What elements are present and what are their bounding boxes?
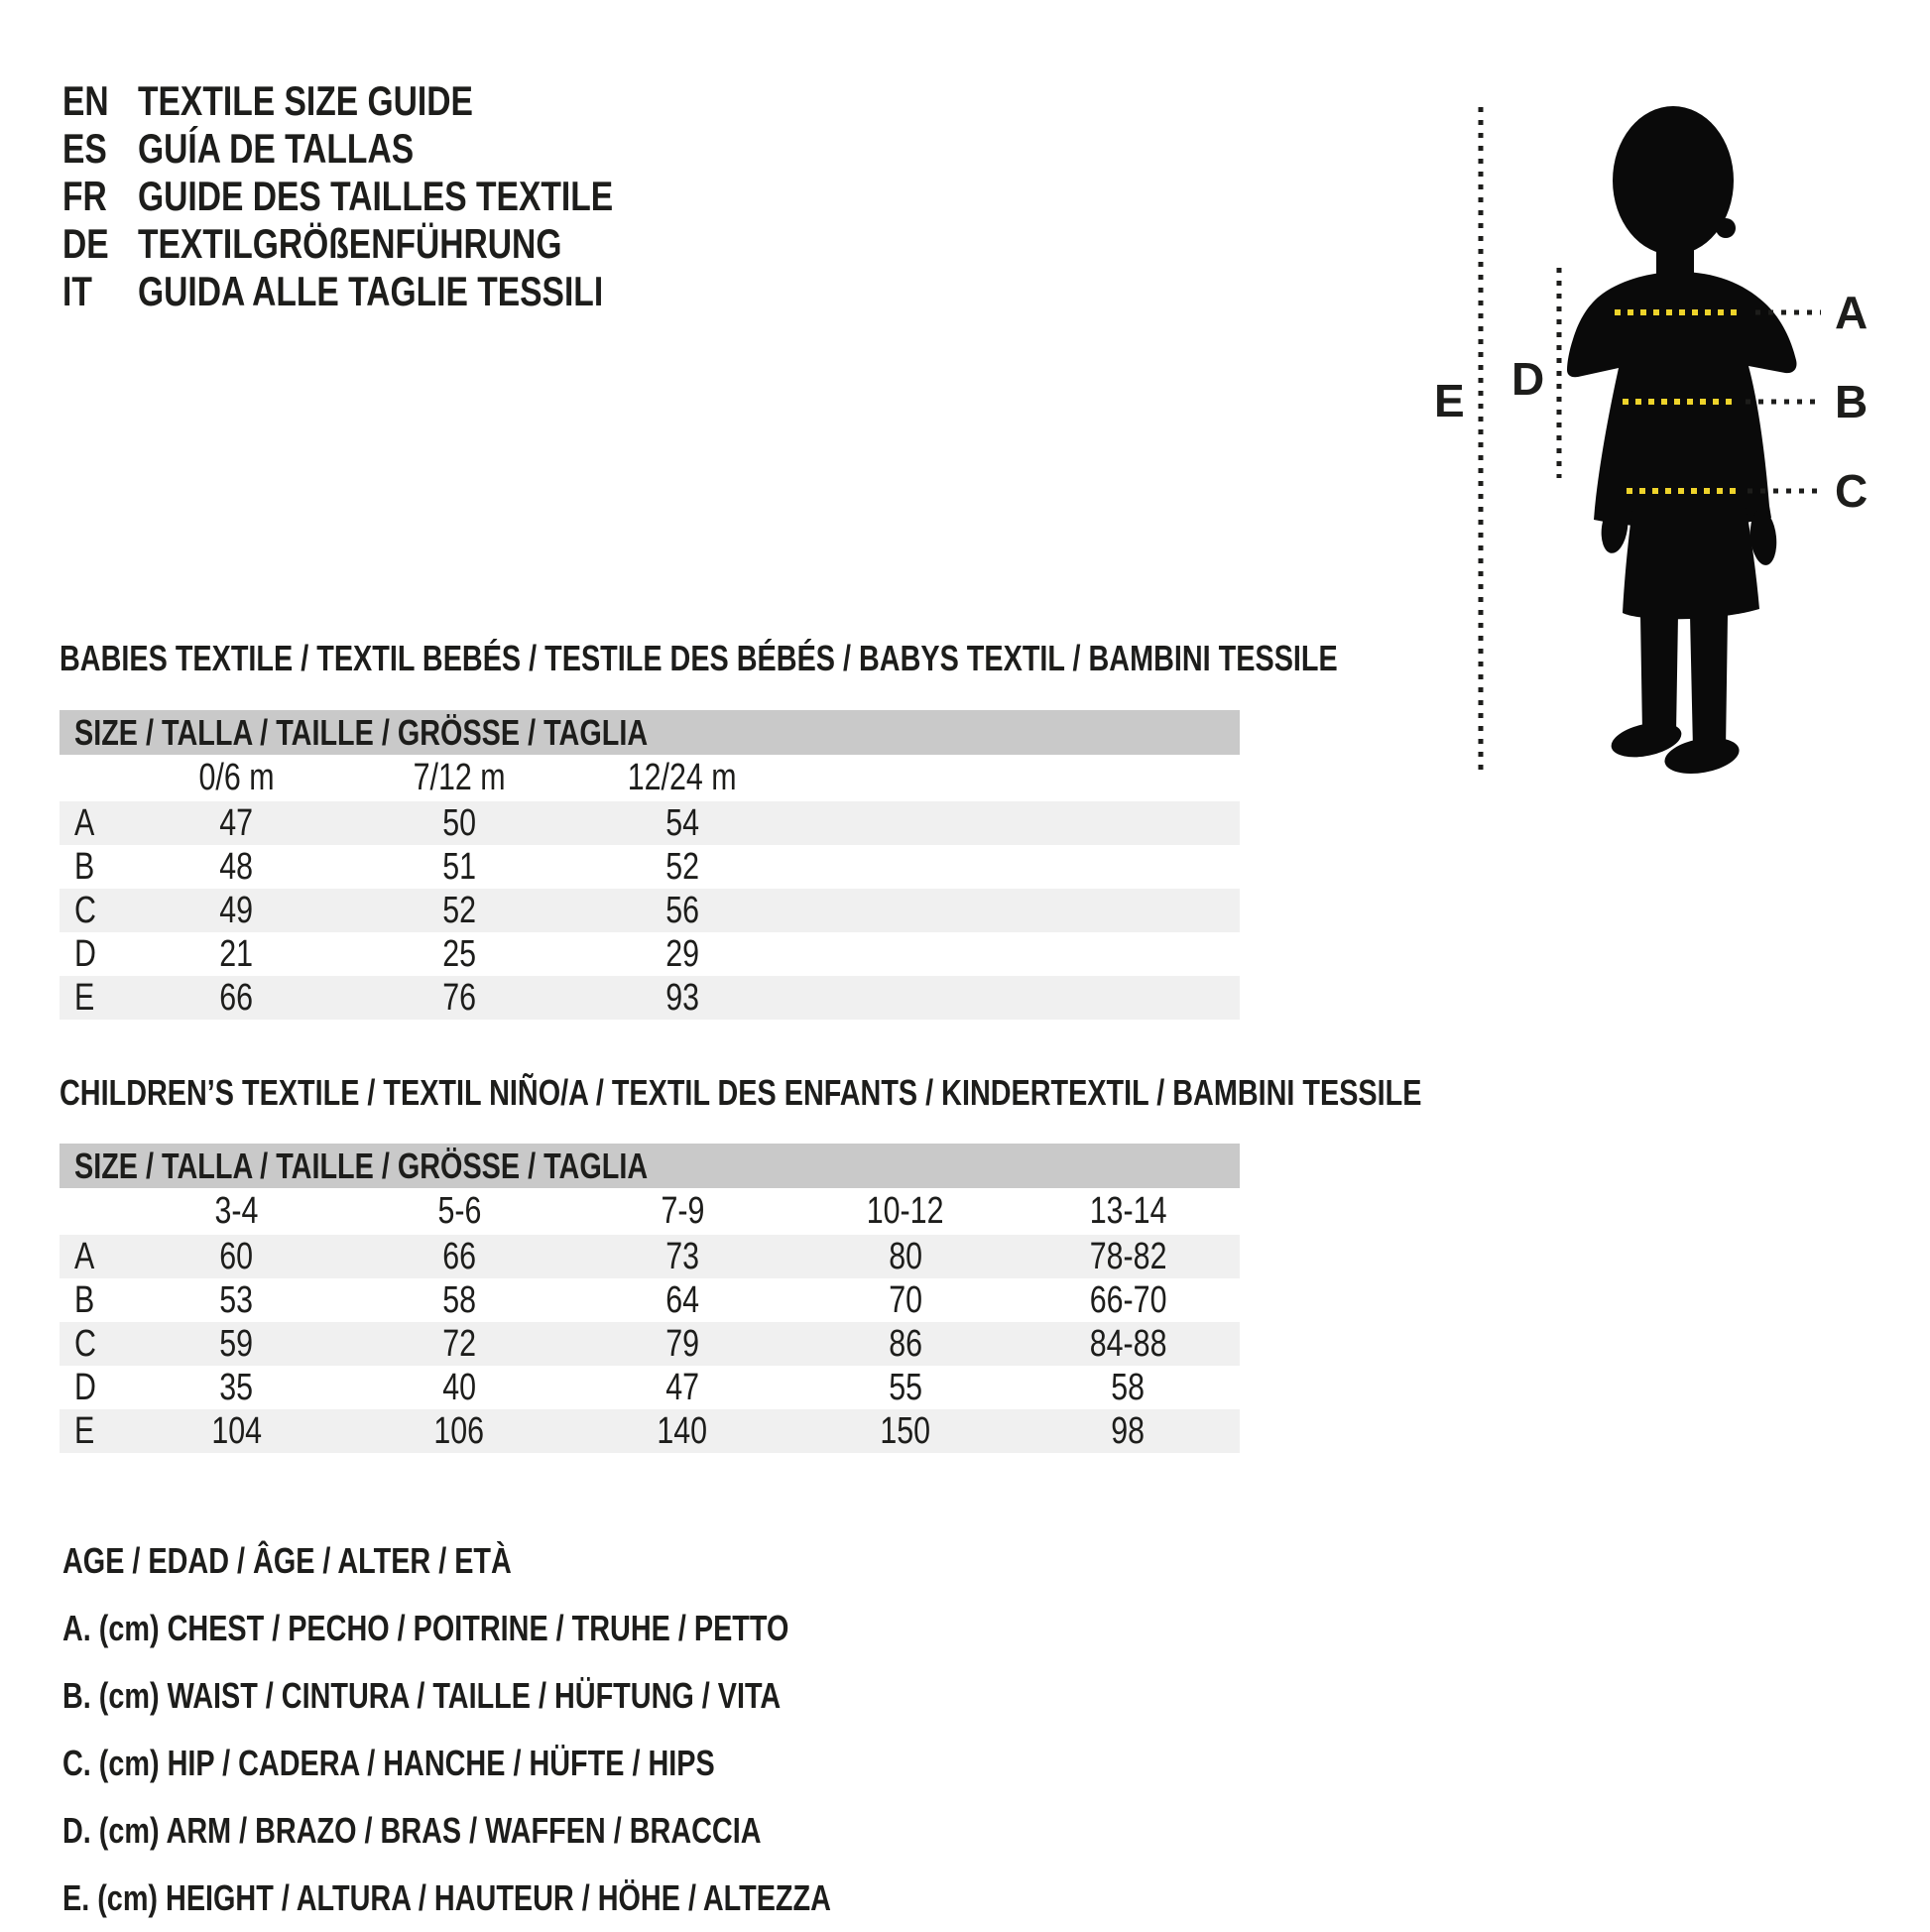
row-letter bbox=[60, 1410, 125, 1453]
language-code-text: ES bbox=[62, 125, 107, 172]
child-silhouette bbox=[1567, 106, 1797, 779]
legend-line-c bbox=[62, 1730, 1024, 1797]
size-cell bbox=[793, 1410, 1017, 1453]
size-value: 35 bbox=[219, 1366, 254, 1408]
size-cell bbox=[571, 890, 794, 932]
children-section-heading-text: CHILDREN’S TEXTILE / TEXTIL NIÑO/A / TEXTIL DES ENFANTS / KINDERTEXTIL / BAMBINI TESSILE bbox=[60, 1072, 1422, 1113]
legend-text: D. (cm) ARM / BRAZO / BRAS / WAFFEN / BRACCIA bbox=[62, 1810, 762, 1851]
legend-line-b bbox=[62, 1662, 1024, 1730]
babies-size-table bbox=[60, 710, 1240, 1020]
row-letter-text: C bbox=[74, 889, 96, 931]
row-letter bbox=[60, 890, 125, 932]
row-letter-text: A bbox=[74, 801, 95, 844]
size-value: 60 bbox=[219, 1235, 254, 1277]
size-value: 55 bbox=[888, 1366, 922, 1408]
size-cell bbox=[571, 802, 794, 845]
legend-line-a bbox=[62, 1595, 1024, 1662]
size-value: 48 bbox=[219, 845, 254, 888]
size-value: 54 bbox=[665, 801, 699, 844]
size-value: 56 bbox=[665, 889, 699, 931]
table-header-row bbox=[60, 1188, 1240, 1235]
size-cell bbox=[348, 802, 571, 845]
size-value: 47 bbox=[665, 1366, 699, 1408]
row-letter bbox=[60, 1279, 125, 1322]
size-value: 49 bbox=[219, 889, 254, 931]
size-header-bar bbox=[60, 710, 1240, 755]
column-header bbox=[348, 1190, 571, 1233]
measure-label-d: D bbox=[1511, 353, 1545, 405]
size-cell bbox=[348, 1367, 571, 1409]
row-letter-text: B bbox=[74, 845, 95, 888]
size-header-text: SIZE / TALLA / TAILLE / GRÖSSE / TAGLIA bbox=[74, 711, 649, 753]
silhouette-shorts bbox=[1623, 506, 1759, 619]
size-cell bbox=[348, 1279, 571, 1322]
size-value: 76 bbox=[442, 976, 477, 1019]
size-value: 70 bbox=[888, 1278, 922, 1321]
babies-section-heading bbox=[60, 638, 1657, 679]
row-letter-text: A bbox=[74, 1235, 95, 1277]
measure-label-c: C bbox=[1835, 465, 1869, 517]
size-value: 53 bbox=[219, 1278, 254, 1321]
size-cell bbox=[348, 1410, 571, 1453]
column-header-text: 13-14 bbox=[1089, 1190, 1167, 1232]
babies-section-heading-text: BABIES TEXTILE / TEXTIL BEBÉS / TESTILE DES BÉBÉS / BABYS TEXTIL / BAMBINI TESSILE bbox=[60, 638, 1338, 678]
column-header-text: 0/6 m bbox=[198, 757, 275, 798]
size-header-text: SIZE / TALLA / TAILLE / GRÖSSE / TAGLIA bbox=[74, 1145, 649, 1186]
size-cell bbox=[571, 977, 794, 1020]
size-cell bbox=[571, 1367, 794, 1409]
column-header-text: 10-12 bbox=[866, 1190, 944, 1232]
size-cell bbox=[571, 933, 794, 976]
row-letter bbox=[60, 1236, 125, 1278]
measurement-diagram bbox=[1428, 79, 1930, 833]
legend-text: A. (cm) CHEST / PECHO / POITRINE / TRUHE / PETTO bbox=[62, 1608, 789, 1648]
size-cell bbox=[793, 1367, 1017, 1409]
table-header-row bbox=[60, 755, 1240, 801]
column-header-text: 7-9 bbox=[661, 1190, 704, 1232]
legend-text: E. (cm) HEIGHT / ALTURA / HAUTEUR / HÖHE / ALTEZZA bbox=[62, 1877, 831, 1918]
row-letter-text: D bbox=[74, 932, 96, 975]
measure-label-e: E bbox=[1434, 375, 1465, 426]
size-cell bbox=[1017, 1279, 1240, 1322]
size-value: 140 bbox=[657, 1409, 708, 1452]
size-cell bbox=[571, 1279, 794, 1322]
size-value: 84-88 bbox=[1089, 1322, 1167, 1365]
column-header-text: 3-4 bbox=[214, 1190, 259, 1232]
size-cell bbox=[125, 846, 348, 889]
column-header-text: 7/12 m bbox=[413, 757, 506, 798]
table-row-d bbox=[60, 1366, 1240, 1409]
language-title-list bbox=[62, 77, 732, 315]
silhouette-ear bbox=[1716, 218, 1736, 238]
language-title bbox=[138, 173, 732, 220]
size-cell bbox=[571, 1236, 794, 1278]
legend-text: AGE / EDAD / ÂGE / ALTER / ETÀ bbox=[62, 1540, 512, 1581]
size-value: 79 bbox=[665, 1322, 699, 1365]
legend-line-e bbox=[62, 1865, 1024, 1932]
measurement-legend bbox=[62, 1527, 1024, 1932]
table-row-d bbox=[60, 932, 1240, 976]
size-cell bbox=[348, 1323, 571, 1366]
language-code bbox=[62, 173, 138, 220]
size-value: 106 bbox=[433, 1409, 485, 1452]
size-value: 47 bbox=[219, 801, 254, 844]
table-row-e bbox=[60, 1409, 1240, 1453]
language-code bbox=[62, 125, 138, 173]
column-header bbox=[125, 757, 348, 799]
row-letter bbox=[60, 1367, 125, 1409]
row-letter-text: B bbox=[74, 1278, 95, 1321]
size-cell bbox=[571, 1410, 794, 1453]
column-header bbox=[571, 757, 794, 799]
legend-text: C. (cm) HIP / CADERA / HANCHE / HÜFTE / HIPS bbox=[62, 1743, 715, 1783]
size-value: 73 bbox=[665, 1235, 699, 1277]
language-code bbox=[62, 220, 138, 268]
table-row-c bbox=[60, 1322, 1240, 1366]
language-row-de bbox=[62, 220, 732, 268]
language-row-fr bbox=[62, 173, 732, 220]
size-cell bbox=[348, 933, 571, 976]
size-cell bbox=[348, 846, 571, 889]
table-row-a bbox=[60, 1235, 1240, 1278]
measure-label-a: A bbox=[1835, 287, 1869, 338]
language-code-text: EN bbox=[62, 77, 109, 124]
size-cell bbox=[125, 1410, 348, 1453]
size-cell bbox=[348, 1236, 571, 1278]
measure-label-b: B bbox=[1835, 376, 1869, 427]
language-title-text: TEXTILE SIZE GUIDE bbox=[138, 77, 473, 124]
column-header-text: 12/24 m bbox=[628, 757, 737, 798]
size-value: 29 bbox=[665, 932, 699, 975]
size-cell bbox=[125, 1279, 348, 1322]
size-value: 93 bbox=[665, 976, 699, 1019]
children-size-table bbox=[60, 1144, 1240, 1453]
row-letter-text: D bbox=[74, 1366, 96, 1408]
row-letter bbox=[60, 846, 125, 889]
size-cell bbox=[571, 1323, 794, 1366]
language-title bbox=[138, 220, 667, 268]
size-value: 104 bbox=[211, 1409, 262, 1452]
size-value: 98 bbox=[1111, 1409, 1146, 1452]
language-code bbox=[62, 268, 138, 315]
row-letter bbox=[60, 933, 125, 976]
size-value: 66-70 bbox=[1089, 1278, 1167, 1321]
size-value: 52 bbox=[665, 845, 699, 888]
row-letter-text: E bbox=[74, 976, 95, 1019]
size-cell bbox=[793, 1279, 1017, 1322]
size-value: 58 bbox=[1111, 1366, 1146, 1408]
size-cell bbox=[125, 977, 348, 1020]
size-value: 150 bbox=[880, 1409, 931, 1452]
size-cell bbox=[1017, 1323, 1240, 1366]
legend-line-age bbox=[62, 1527, 1024, 1595]
size-cell bbox=[348, 977, 571, 1020]
row-letter bbox=[60, 1323, 125, 1366]
language-row-it bbox=[62, 268, 732, 315]
size-cell bbox=[125, 1323, 348, 1366]
column-header bbox=[793, 1190, 1017, 1233]
column-header bbox=[125, 1190, 348, 1233]
size-cell bbox=[125, 933, 348, 976]
size-value: 59 bbox=[219, 1322, 254, 1365]
language-title-text: GUIDE DES TAILLES TEXTILE bbox=[138, 173, 614, 219]
size-cell bbox=[793, 1236, 1017, 1278]
size-value: 52 bbox=[442, 889, 477, 931]
table-row-b bbox=[60, 845, 1240, 889]
language-title-text: TEXTILGRÖßENFÜHRUNG bbox=[138, 220, 562, 267]
size-cell bbox=[571, 846, 794, 889]
size-value: 58 bbox=[442, 1278, 477, 1321]
size-cell bbox=[1017, 1236, 1240, 1278]
size-value: 78-82 bbox=[1089, 1235, 1167, 1277]
table-row-c bbox=[60, 889, 1240, 932]
size-header-bar bbox=[60, 1144, 1240, 1188]
size-value: 66 bbox=[219, 976, 254, 1019]
language-row-en bbox=[62, 77, 732, 125]
size-cell bbox=[125, 890, 348, 932]
language-row-es bbox=[62, 125, 732, 173]
row-letter-text: E bbox=[74, 1409, 95, 1452]
row-letter bbox=[60, 802, 125, 845]
language-code-text: IT bbox=[62, 268, 92, 314]
size-cell bbox=[125, 1236, 348, 1278]
language-title-text: GUIDA ALLE TAGLIE TESSILI bbox=[138, 268, 604, 314]
size-value: 51 bbox=[442, 845, 477, 888]
size-cell bbox=[348, 890, 571, 932]
language-title bbox=[138, 77, 556, 125]
column-header bbox=[348, 757, 571, 799]
size-value: 40 bbox=[442, 1366, 477, 1408]
column-header bbox=[1017, 1190, 1240, 1233]
language-code bbox=[62, 77, 138, 125]
size-value: 66 bbox=[442, 1235, 477, 1277]
silhouette-right-leg bbox=[1690, 615, 1728, 760]
legend-line-d bbox=[62, 1797, 1024, 1865]
size-value: 64 bbox=[665, 1278, 699, 1321]
size-value: 72 bbox=[442, 1322, 477, 1365]
table-row-e bbox=[60, 976, 1240, 1020]
table-row-b bbox=[60, 1278, 1240, 1322]
table-row-a bbox=[60, 801, 1240, 845]
legend-text: B. (cm) WAIST / CINTURA / TAILLE / HÜFTUNG / VITA bbox=[62, 1675, 782, 1716]
size-value: 50 bbox=[442, 801, 477, 844]
size-cell bbox=[1017, 1367, 1240, 1409]
size-value: 25 bbox=[442, 932, 477, 975]
row-letter bbox=[60, 977, 125, 1020]
language-code-text: DE bbox=[62, 220, 109, 267]
size-cell bbox=[125, 802, 348, 845]
language-title bbox=[138, 268, 719, 315]
silhouette-neck bbox=[1656, 228, 1694, 278]
size-value: 80 bbox=[888, 1235, 922, 1277]
size-cell bbox=[1017, 1410, 1240, 1453]
column-header-text: 5-6 bbox=[437, 1190, 482, 1232]
row-letter-text: C bbox=[74, 1322, 96, 1365]
column-header bbox=[571, 1190, 794, 1233]
language-title bbox=[138, 125, 483, 173]
size-value: 21 bbox=[219, 932, 254, 975]
size-cell bbox=[125, 1367, 348, 1409]
size-value: 86 bbox=[888, 1322, 922, 1365]
language-title-text: GUÍA DE TALLAS bbox=[138, 125, 415, 172]
size-cell bbox=[793, 1323, 1017, 1366]
language-code-text: FR bbox=[62, 173, 107, 219]
children-section-heading bbox=[60, 1072, 1762, 1114]
